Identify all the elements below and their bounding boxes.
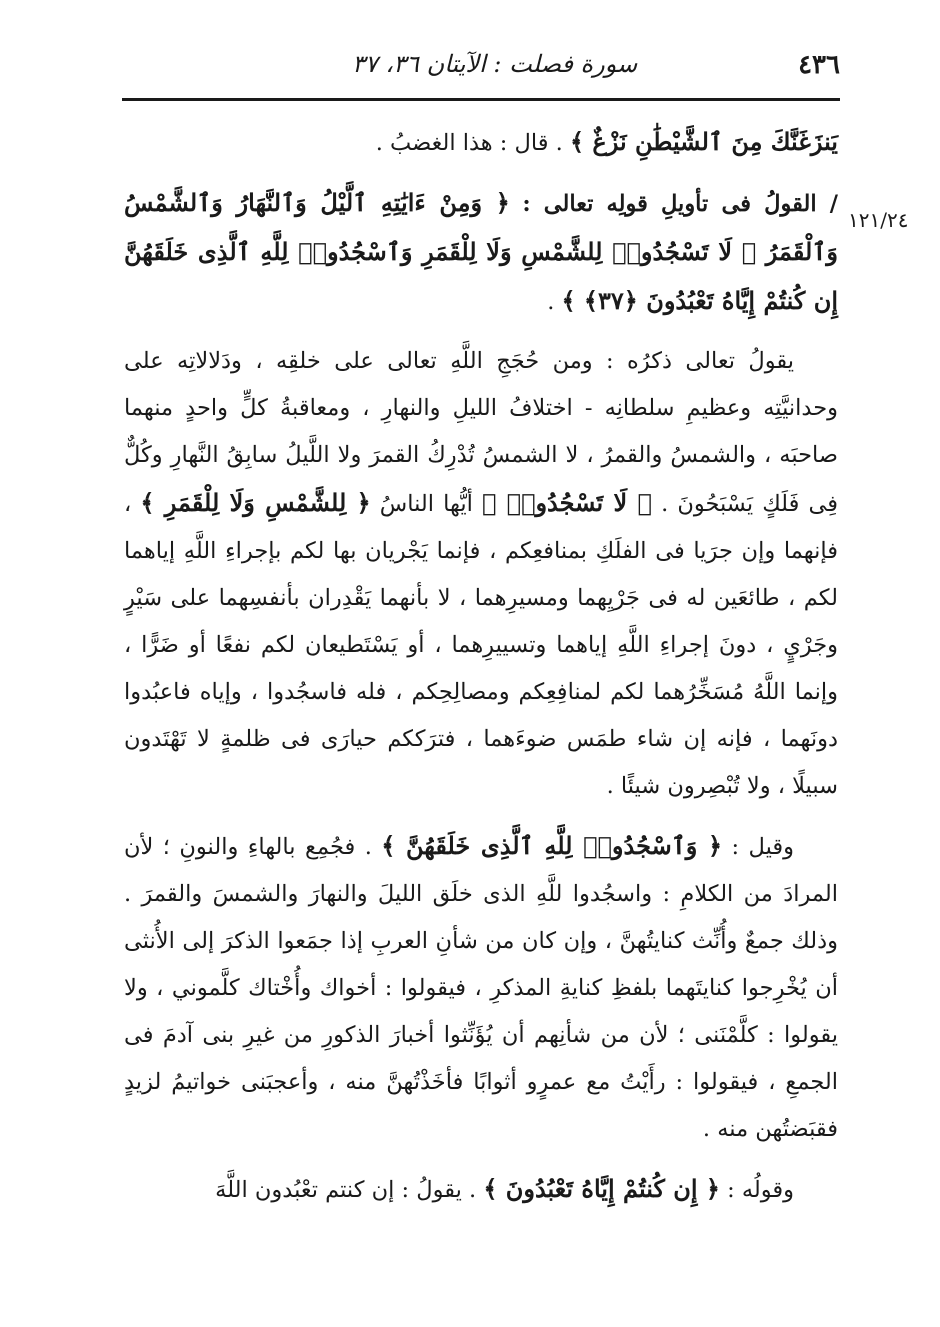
commentary-text: . يقولُ : إن كنتم تعْبُدون اللَّهَ (215, 1177, 477, 1203)
paragraph-3 (124, 338, 838, 810)
quran-verse: ﴿ لِلشَّمْسِ وَلَا لِلْقَمَرِ ﴾ (140, 488, 371, 517)
quran-verse: ﴿ وَمِنْ ءَايَٰتِهِ ٱلَّيْلُ وَٱلنَّهَارُ وَٱلشَّمْسُ وَٱلْقَمَرُ ۚ لَا تَسْجُدُوا۟ لِلشَّمْسِ وَلَا لِلْقَمَرِ وَٱسْجُدُوا۟ لِلَّهِ ٱلَّذِى خَلَقَهُنَّ إِن كُنتُمْ إِيَّاهُ تَعْبُدُونَ ﴿٣٧﴾ ﴾ (124, 188, 838, 315)
header-rule (122, 98, 840, 101)
quran-verse: يَنزَغَنَّكَ مِنَ ٱلشَّيْطَٰنِ نَزْغٌ ﴾ (569, 127, 838, 156)
commentary-text: وقولُه : (727, 1177, 794, 1203)
commentary-text: أيُّها الناسُ (379, 491, 473, 517)
page-header (122, 40, 840, 100)
margin-reference: ١٢١/٢٤ (848, 208, 909, 232)
commentary-text: يقولُ تعالى ذكرُه : ومن حُجَجِ اللَّهِ تعالى على خلقِه ، ودَلالاتِه على وحدانيَّتِه وعظيمِ سلطانِه - اختلافُ الليلِ والنهارِ ، ومعاقبةُ كلٍّ واحدٍ منهما صاحبَه ، والشمسُ والقمرُ ، لا الشمسُ تُدْرِكُ القمرَ ولا اللَّيلُ سابِقُ النَّهارِ وكُلٌّ فِى فَلَكٍ يَسْبَحُونَ . (124, 348, 838, 517)
commentary-text: . قال : هذا الغضبُ . (375, 130, 563, 156)
page-number: ٤٣٦ (798, 50, 840, 80)
page-body (124, 118, 838, 1226)
quran-verse: ﴿ لَا تَسْجُدُوا۟ ﴾ (481, 488, 652, 517)
commentary-text: وقيل : (731, 834, 794, 860)
quran-verse: ﴿ وَٱسْجُدُوا۟ لِلَّهِ ٱلَّذِى خَلَقَهُنَّ ﴾ (381, 831, 723, 860)
paragraph-5 (124, 1165, 838, 1214)
commentary-text: . فجُمِع بالهاءِ والنونِ ؛ لأن المرادَ من الكلامِ : واسجُدوا للَّهِ الذى خلَق الليلَ والنهارَ والشمسَ والقمرَ . وذلك جمعٌ وأُنِّث كنايتُهنَّ ، وإن كان من شأنِ العربِ إذا جمَعوا الذكرَ إلى الأُنثى أن يُخْرِجوا كنايتَهما بلفظِ كنايةِ المذكرِ ، فيقولوا : أخواك وأُخْتاك كلَّموني ، ولا يقولوا : كلَّمْنَنى ؛ لأن من شأنِهم أن يُؤَنِّثوا أخبارَ الذكورِ من غيرِ بنى آدمَ فى الجمعِ ، فيقولوا : رأَيْتُ مع عمرٍو أثوابًا فأخَذْتُهنَّ منه ، وأعجبَنى خواتيمُ لزيدٍ فقبَضتُهن منه . (124, 834, 838, 1142)
quran-verse: ﴿ إِن كُنتُمْ إِيَّاهُ تَعْبُدُونَ ﴾ (483, 1174, 720, 1203)
section-heading: / القولُ فى تأويلِ قولِه تعالى : (522, 191, 839, 217)
paragraph-1 (124, 118, 838, 167)
running-title: سورة فصلت : الآيتان ٣٦، ٣٧ (352, 50, 638, 78)
paragraph-4 (124, 822, 838, 1153)
paragraph-2 (124, 179, 838, 326)
commentary-text: ، فإنهما وإن جرَيا فى الفلَكِ بمنافعِكم ، فإنما يَجْريان بها لكم بإجراءِ اللَّهِ إياهما لكم ، طائعَين له فى جَرْيِهما ومسيرِهما ، لا بأنهما يَقْدِران بأنفسِهما على سَيْرٍ وجَرْيٍ ، دونَ إجراءِ اللَّهِ إياهما وتسييرِهما ، أو يَسْتَطيعان لكم نفعًا أو ضَرًّا ، وإنما اللَّهُ مُسَخِّرُهما لكم لمنافِعِكم ومصالِحِكم ، فله فاسجُدوا ، وإياه فاعبُدوا دونَهما ، فإنه إن شاء طمَس ضوءَهما ، فترَككم حيارَى فى ظلمةٍ لا تَهْتَدون سبيلًا ، ولا تُبْصِرون شيئًا . (124, 491, 838, 799)
commentary-text: . (547, 289, 555, 315)
